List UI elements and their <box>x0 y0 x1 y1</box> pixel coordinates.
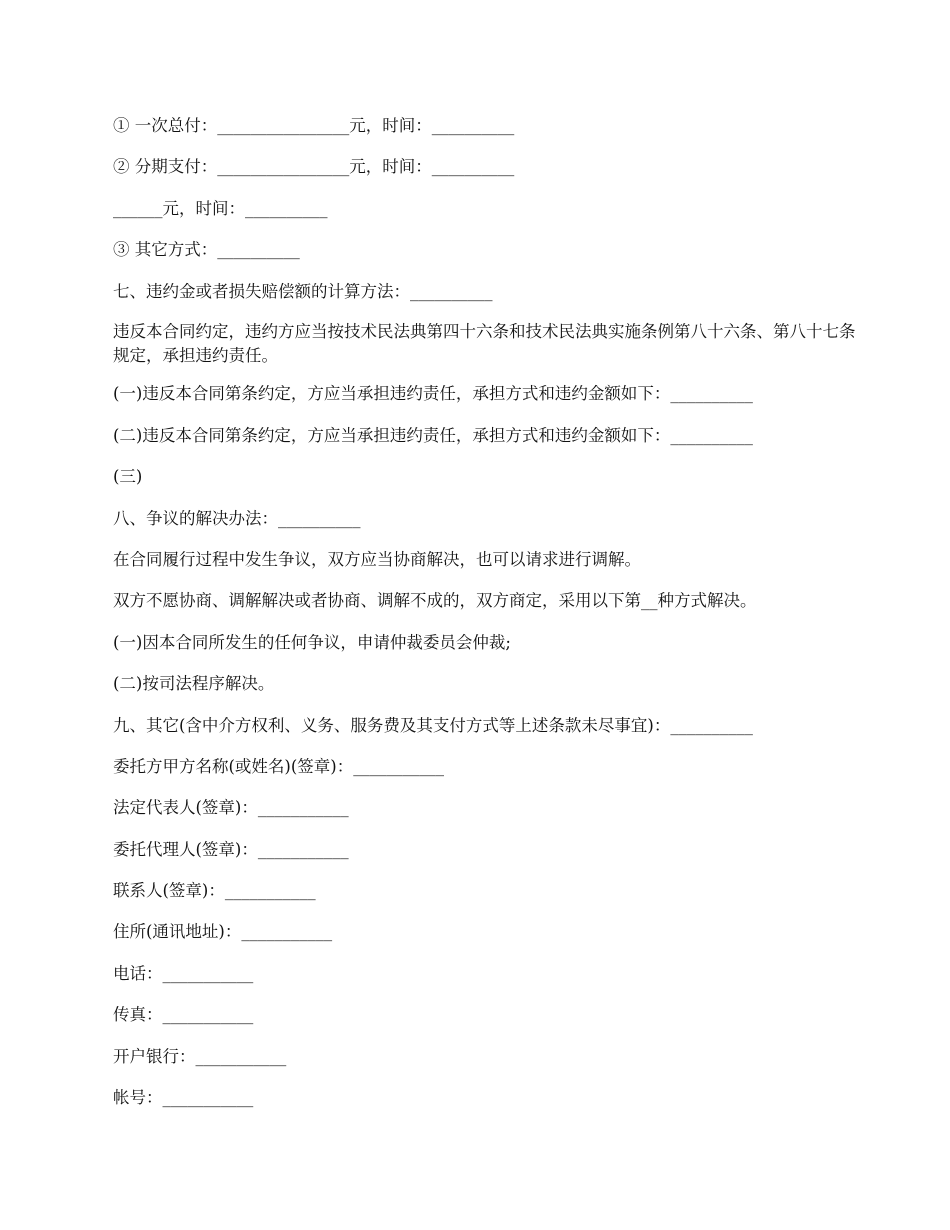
breach-clause-three: (三) <box>113 467 143 486</box>
dispute-litigation-option: (二)按司法程序解决。 <box>113 674 275 693</box>
section-eight-heading: 八、争议的解决办法：__________ <box>113 509 361 528</box>
dispute-negotiation-paragraph: 在合同履行过程中发生争议，双方应当协商解决，也可以请求进行调解。 <box>113 550 641 569</box>
contact-person-field: 联系人(签章)：___________ <box>113 881 316 900</box>
section-seven-heading: 七、违约金或者损失赔偿额的计算方法：__________ <box>113 282 493 301</box>
principal-name-field: 委托方甲方名称(或姓名)(签章)：___________ <box>113 757 444 776</box>
breach-clause-two: (二)违反本合同第条约定，方应当承担违约责任，承担方式和违约金额如下：__________ <box>113 426 753 445</box>
payment-lump-sum-line: ① 一次总付：________________元，时间：__________ <box>113 116 515 135</box>
section-nine-heading: 九、其它(含中介方权利、义务、服务费及其支付方式等上述条款未尽事宜)：__________ <box>113 716 753 735</box>
authorized-agent-field: 委托代理人(签章)：___________ <box>113 840 349 859</box>
phone-field: 电话：___________ <box>113 964 254 983</box>
breach-liability-paragraph: 违反本合同约定，违约方应当按技术民法典第四十六条和技术民法典实施条例第八十六条、第八十七条规定，承担违约责任。 <box>113 322 856 365</box>
payment-installment-line: ② 分期支付：________________元，时间：__________ <box>113 157 515 176</box>
payment-other-line: ③ 其它方式：__________ <box>113 240 300 259</box>
address-field: 住所(通讯地址)：___________ <box>113 922 333 941</box>
dispute-method-paragraph: 双方不愿协商、调解解决或者协商、调解不成的，双方商定，采用以下第__种方式解决。 <box>113 591 757 610</box>
fax-field: 传真：___________ <box>113 1005 254 1024</box>
legal-representative-field: 法定代表人(签章)：___________ <box>113 798 349 817</box>
payment-installment-extra-line: ______元，时间：__________ <box>113 199 328 218</box>
breach-clause-one: (一)违反本合同第条约定，方应当承担违约责任，承担方式和违约金额如下：__________ <box>113 384 753 403</box>
account-number-field: 帐号：___________ <box>113 1088 254 1107</box>
dispute-arbitration-option: (一)因本合同所发生的任何争议，申请仲裁委员会仲裁; <box>113 633 511 652</box>
bank-field: 开户银行：___________ <box>113 1047 287 1066</box>
